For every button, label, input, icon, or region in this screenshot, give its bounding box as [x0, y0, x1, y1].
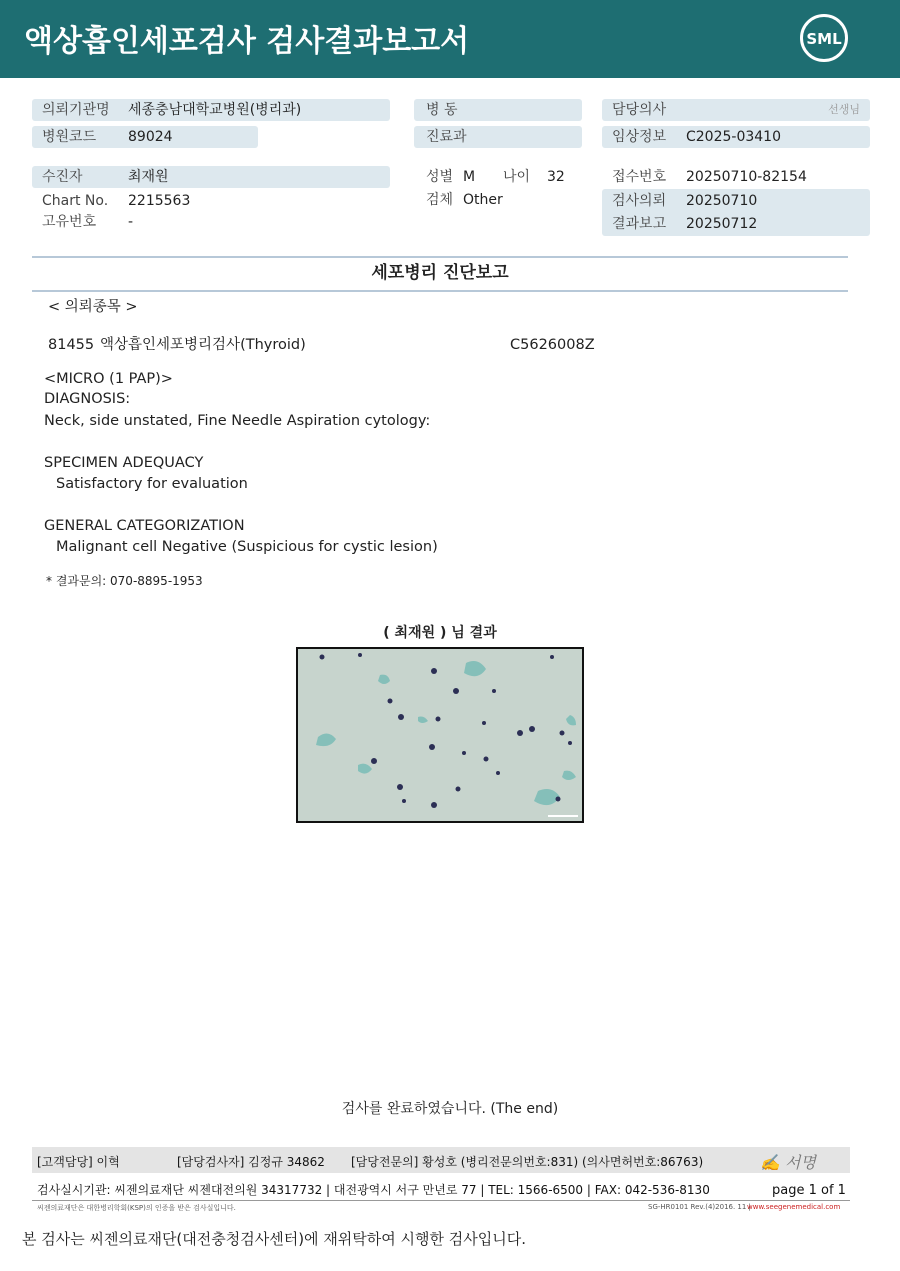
receipt-no-field — [602, 166, 870, 188]
report-header — [0, 0, 900, 78]
test-name: 액상흡인세포병리검사(Thyroid) — [100, 337, 306, 353]
request-date-value: 20250710 — [686, 193, 758, 209]
specimen-field — [414, 189, 594, 211]
sex-label: 성별 — [426, 169, 454, 185]
receipt-no-label: 접수번호 — [612, 169, 667, 185]
clinical-info-field — [602, 126, 870, 148]
inquiry-phone: * 결과문의: 070-8895-1953 — [46, 574, 203, 588]
department-field — [414, 126, 582, 148]
chart-no-value: 2215563 — [128, 193, 191, 209]
report-date-label: 결과보고 — [612, 216, 667, 232]
hospital-code-label: 병원코드 — [42, 129, 97, 145]
adequacy-heading: SPECIMEN ADEQUACY — [44, 455, 204, 471]
specimen-label: 검체 — [426, 192, 454, 208]
report-date-value: 20250712 — [686, 216, 758, 232]
patient-value: 최재원 — [128, 169, 169, 185]
requesting-org-field — [32, 99, 390, 121]
unique-no-label: 고유번호 — [42, 214, 97, 230]
report-date-field — [602, 213, 870, 235]
requesting-org-value: 세종충남대학교병원(병리과) — [128, 102, 302, 118]
pathologist-signature: ✍ 서명 — [760, 1153, 816, 1172]
page-number: page 1 of 1 — [772, 1183, 846, 1198]
divider-bottom — [32, 290, 848, 292]
outsourcing-note: 본 검사는 씨젠의료재단(대전충청검사센터)에 재위탁하여 시행한 검사입니다. — [22, 1230, 526, 1248]
section-title: 세포병리 진단보고 — [371, 263, 509, 283]
clinical-info-label: 임상정보 — [612, 129, 667, 145]
micro-heading: <MICRO (1 PAP)> — [44, 371, 173, 387]
chart-no-field — [32, 190, 390, 212]
categorization-heading: GENERAL CATEGORIZATION — [44, 518, 245, 534]
age-value: 32 — [547, 169, 565, 185]
patient-label: 수진자 — [42, 169, 83, 185]
diagnosis-text: Neck, side unstated, Fine Needle Aspiration cytology: — [44, 413, 431, 429]
ksp-note: 씨젠의료재단은 대한병리학회(KSP)의 인증을 받은 검사실입니다. — [37, 1204, 236, 1212]
image-caption: ( 최재원 ) 님 결과 — [383, 625, 497, 641]
dates-box — [602, 189, 870, 236]
report-title-heading: 액상흡인세포검사 검사결과보고서 — [24, 24, 470, 59]
customer-rep: [고객담당] 이혁 — [37, 1155, 120, 1169]
hospital-code-field — [32, 126, 258, 148]
sex-age-field — [414, 166, 594, 188]
unique-no-field — [32, 211, 390, 233]
sml-logo — [800, 14, 848, 62]
footer-divider — [32, 1200, 850, 1201]
diagnosis-heading: DIAGNOSIS: — [44, 391, 131, 407]
pathologist: [담당전문의] 황성호 (병리전문의번호:831) (의사면허번호:86763) — [351, 1155, 704, 1169]
chart-no-label: Chart No. — [42, 193, 109, 209]
examiner: [담당검사자] 김정규 34862 — [177, 1155, 325, 1169]
hospital-code-value: 89024 — [128, 129, 173, 145]
patient-field — [32, 166, 390, 188]
doctor-field — [602, 99, 870, 121]
request-date-label: 검사의뢰 — [612, 193, 667, 209]
institution-info: 검사실시기관: 씨젠의료재단 씨젠대전의원 34317732 | 대전광역시 서구 만년로 77 | TEL: 1566-6500 | FAX: 042-536-8130 — [37, 1183, 710, 1197]
request-items-heading: < 의뢰종목 > — [48, 299, 138, 315]
requesting-org-label: 의뢰기관명 — [42, 102, 110, 118]
website-link[interactable]: www.seegenemedical.com — [747, 1203, 841, 1211]
specimen-value: Other — [463, 192, 503, 208]
clinical-info-value: C2025-03410 — [686, 129, 781, 145]
sex-value: M — [463, 169, 476, 185]
categorization-text: Malignant cell Negative (Suspicious for cystic lesion) — [56, 539, 438, 555]
logo-text: SML — [806, 30, 842, 48]
age-label: 나이 — [503, 169, 531, 185]
revision-code: SG-HR0101 Rev.(4)2016. 11 | — [648, 1203, 751, 1211]
request-date-field — [602, 190, 870, 212]
end-note: 검사를 완료하였습니다. (The end) — [341, 1101, 559, 1117]
receipt-no-value: 20250710-82154 — [686, 169, 807, 185]
adequacy-text: Satisfactory for evaluation — [56, 476, 248, 492]
ward-field — [414, 99, 582, 121]
ward-label: 병 동 — [426, 102, 458, 118]
cytology-svg — [298, 649, 582, 821]
doctor-label: 담당의사 — [612, 102, 667, 118]
department-label: 진료과 — [426, 129, 467, 145]
test-code: 81455 — [48, 337, 95, 353]
unique-no-value: - — [128, 214, 134, 230]
test-reference: C5626008Z — [510, 337, 595, 353]
doctor-suffix: 선생님 — [828, 103, 860, 116]
cytology-image — [296, 647, 584, 823]
